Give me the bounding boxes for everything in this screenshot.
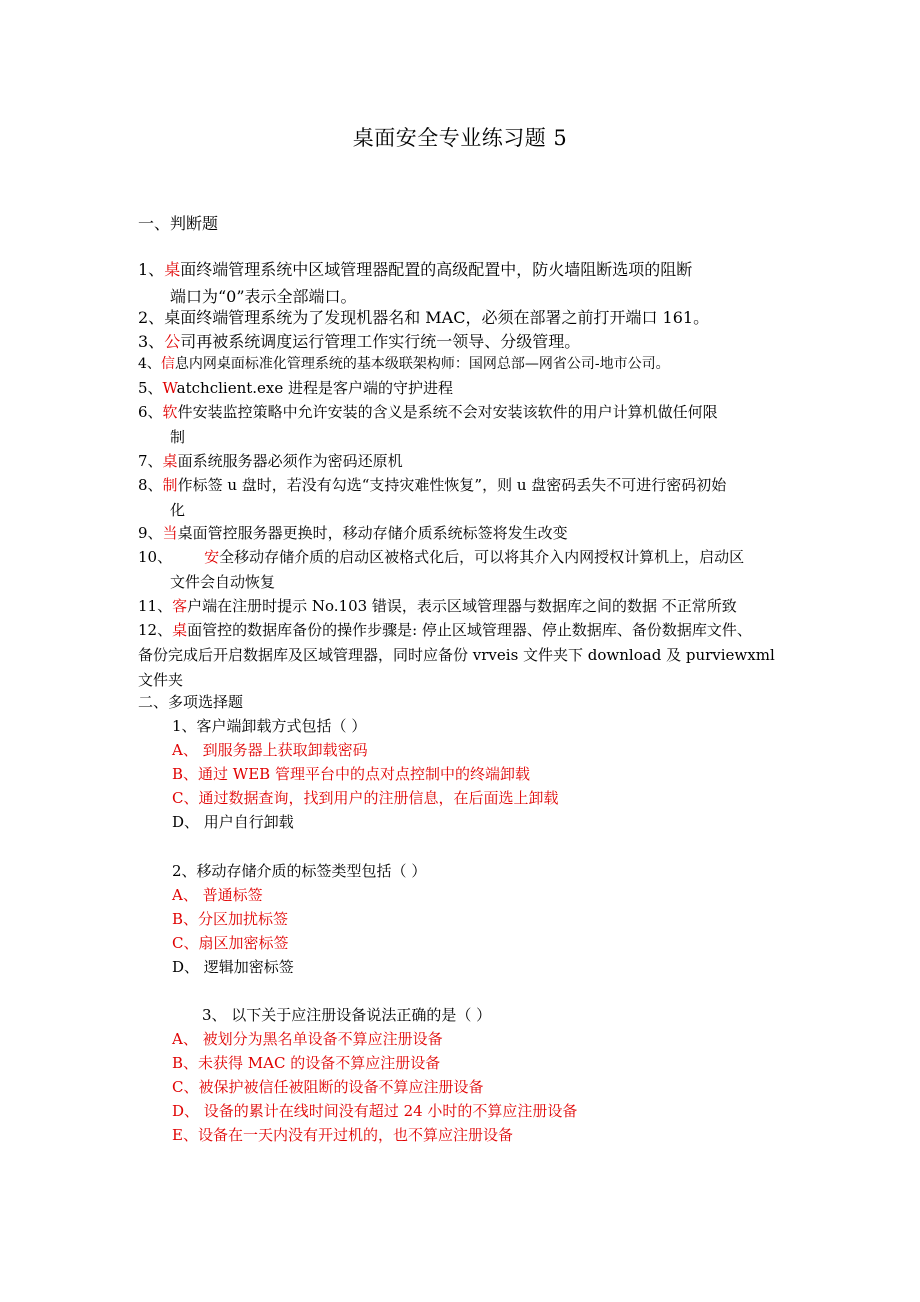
item-number: 5、: [138, 379, 163, 397]
item-first-char: 桌: [172, 621, 188, 639]
item-number: 2、: [138, 308, 165, 327]
list-item: [138, 256, 788, 310]
item-text: 面终端管理系统为了发现机器名和 MAC，必须在部署之前打开端口 161。: [180, 308, 710, 327]
item-number: 7、: [138, 452, 163, 470]
item-first-char: 桌: [162, 452, 178, 470]
option: C、扇区加密标签: [172, 934, 289, 952]
option: A、 被划分为黑名单设备不算应注册设备: [172, 1030, 443, 1048]
list-item: [138, 352, 788, 377]
list-item: [138, 545, 788, 595]
item-number: 12、: [138, 621, 173, 639]
section-heading-multiple-choice: 二、多项选择题: [138, 693, 244, 711]
option: A、 普通标签: [172, 886, 263, 904]
item-text: 息内网桌面标准化管理系统的基本级联架构师：国网总部—网省公司-地市公司。: [174, 356, 670, 372]
item-number: 10、: [138, 548, 173, 566]
item-first-char: 制: [162, 476, 178, 494]
page-title: 桌面安全专业练习题 5: [352, 126, 568, 150]
item-first-char: W: [162, 379, 177, 397]
option: B、通过 WEB 管理平台中的点对点控制中的终端卸载: [172, 765, 530, 783]
question: 1、客户端卸载方式包括（ ）: [172, 717, 367, 735]
list-item: [138, 328, 788, 355]
list-item: [138, 376, 788, 401]
item-number: 6、: [138, 403, 163, 421]
list-item: [138, 594, 788, 619]
item-continuation: 文件夹: [138, 671, 184, 689]
item-number: 8、: [138, 476, 163, 494]
item-first-char: 安: [204, 548, 220, 566]
item-text: 户端在注册时提示 No.103 错误，表示区域管理器与数据库之间的数据 不正常所致: [187, 597, 737, 615]
option: B、分区加扰标签: [172, 910, 289, 928]
option: E、设备在一天内没有开过机的，也不算应注册设备: [172, 1126, 513, 1144]
item-first-char: 桌: [164, 260, 181, 279]
question: 3、 以下关于应注册设备说法正确的是（ ）: [202, 1006, 492, 1024]
item-text: 司再被系统调度运行管理工作实行统一领导、分级管理。: [180, 332, 581, 351]
item-continuation: 端口为“0”表示全部端口。: [170, 287, 357, 306]
item-first-char: 桌: [164, 308, 181, 327]
option: C、被保护被信任被阻断的设备不算应注册设备: [172, 1078, 484, 1096]
list-item: [138, 304, 788, 331]
list-item: [138, 618, 788, 693]
list-item: [138, 449, 788, 474]
item-text: 件安装监控策略中允许安装的含义是系统不会对安装该软件的用户计算机做任何限: [177, 403, 718, 421]
item-text: atchclient.exe 进程是客户端的守护进程: [176, 379, 454, 397]
item-number: 1、: [138, 260, 165, 279]
item-first-char: 信: [160, 356, 175, 372]
list-item: [138, 400, 788, 450]
item-first-char: 公: [164, 332, 181, 351]
option: D、 逻辑加密标签: [172, 958, 294, 976]
item-number: 4、: [138, 356, 161, 372]
item-number: 11、: [138, 597, 173, 615]
item-first-char: 客: [172, 597, 188, 615]
item-text: 面系统服务器必须作为密码还原机: [177, 452, 403, 470]
option: B、未获得 MAC 的设备不算应注册设备: [172, 1054, 441, 1072]
list-item: [138, 473, 788, 523]
item-number: 3、: [138, 332, 165, 351]
option: A、 到服务器上获取卸载密码: [172, 741, 368, 759]
item-continuation: 文件会自动恢复: [170, 573, 276, 591]
section-heading-true-false: 一、判断题: [138, 214, 219, 233]
item-continuation: 化: [170, 501, 186, 519]
item-text: 作标签 u 盘时，若没有勾选“支持灾难性恢复”，则 u 盘密码丢失不可进行密码初始: [177, 476, 727, 494]
item-continuation: 备份完成后开启数据库及区域管理器，同时应备份 vrveis 文件夹下 download 及 purviewxml: [138, 646, 775, 664]
option: D、 设备的累计在线时间没有超过 24 小时的不算应注册设备: [172, 1102, 578, 1120]
item-number: 9、: [138, 524, 163, 542]
item-first-char: 当: [162, 524, 178, 542]
item-continuation: 制: [170, 428, 186, 446]
item-text: 桌面管控服务器更换时，移动存储介质系统标签将发生改变: [177, 524, 568, 542]
item-text: 面管控的数据库备份的操作步骤是: 停止区域管理器、停止数据库、备份数据库文件、: [187, 621, 752, 639]
item-text: 全移动存储介质的启动区被格式化后，可以将其介入内网授权计算机上，启动区: [219, 548, 745, 566]
option: C、通过数据查询，找到用户的注册信息，在后面选上卸载: [172, 789, 559, 807]
list-item: [138, 521, 788, 546]
item-text: 面终端管理系统中区域管理器配置的高级配置中，防火墙阻断选项的阻断: [180, 260, 693, 279]
item-first-char: 软: [162, 403, 178, 421]
question: 2、移动存储介质的标签类型包括（ ）: [172, 862, 427, 880]
option: D、 用户自行卸载: [172, 813, 294, 831]
